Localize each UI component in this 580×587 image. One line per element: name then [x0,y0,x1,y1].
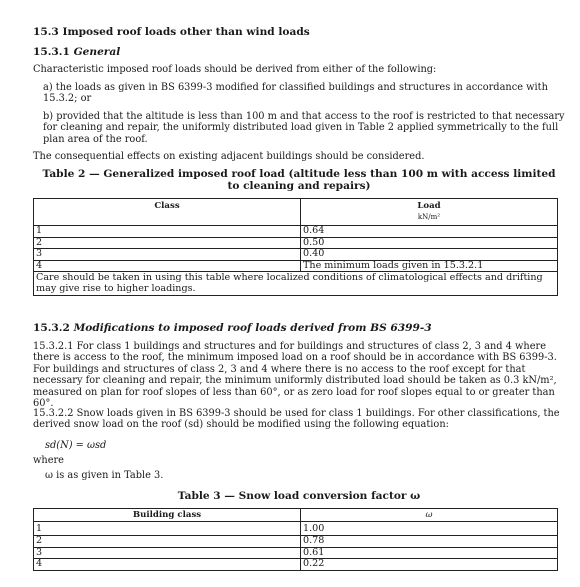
table-row [34,522,558,536]
subsection-title: Modifications to imposed roof loads derived from BS 6399-3 [73,322,432,334]
table-row [34,536,558,548]
table-row [34,260,558,272]
cell-class: 4 [34,260,301,272]
where-definition: ω is as given in Table 3. [45,470,164,481]
subsection-number: 15.3.1 [33,46,70,58]
cell-class: 2 [34,536,301,548]
table-header-row [34,199,558,226]
table3 [33,508,558,571]
cell-class: 1 [34,522,301,536]
cell-omega: 1.00 [301,522,558,536]
header-building-class: Building class [34,509,301,522]
table3-caption: Table 3 — Snow load conversion factor ω [177,490,421,502]
subsection-general-heading [33,46,120,58]
table-row [34,547,558,559]
header-load: Load kN/m² [301,199,558,226]
header-class: Class [34,199,301,226]
table-row [34,249,558,261]
header-unit: kN/m² [417,213,441,221]
paragraph-15-3-2-2: 15.3.2.2 Snow loads given in BS 6399-3 should be used for class 1 buildings. For other classifications, the derived snow load on the roof (sd) should be modified using the following equation: [33,408,560,431]
section-title: 15.3 Imposed roof loads other than wind loads [33,26,310,38]
table-row [34,559,558,571]
cell-class: 2 [34,237,301,249]
table-row [34,226,558,238]
cell-load: 0.50 [301,237,558,249]
intro-paragraph: Characteristic imposed roof loads should be derived from either of the following: [33,64,437,75]
list-item-a: a) the loads as given in BS 6399-3 modified for classified buildings and structures in accordance with 15.3.2; or [43,82,548,105]
table2 [33,198,558,296]
cell-class: 4 [34,559,301,571]
cell-omega: 0.61 [301,547,558,559]
cell-class: 3 [34,249,301,261]
subsection-title: General [73,46,121,58]
cell-load: 0.40 [301,249,558,261]
cell-omega: 0.78 [301,536,558,548]
header-omega: ω [301,509,558,522]
table2-note: Care should be taken in using this table where localized conditions of climatological effects and drifting may give rise to higher loadings. [34,272,558,296]
table-row [34,237,558,249]
table2-caption: Table 2 — Generalized imposed roof load (altitude less than 100 m with access limited to cleaning and repairs) [42,168,556,192]
table-header-row [34,509,558,522]
table-note-row [34,272,558,296]
where-label: where [33,455,64,466]
cell-omega: 0.22 [301,559,558,571]
subsection-number: 15.3.2 [33,322,70,334]
subsection-modifications-heading [33,322,432,334]
paragraph-15-3-2-1: 15.3.2.1 For class 1 buildings and structures and for buildings and structures of class 2, 3 and 4 where there is access to the roof, the minimum imposed load on a roof should be in accordance with BS 6399-3. For buildings and structures of class 2, 3 and 4 where there is no access to the roof except for that necessary for cleaning and repair, the minimum uniformly distributed load should be taken as 0.3 kN/m², measured on plan for roof slopes of less than 60°, or as zero load for roof slopes equal to or greater than 60°. [33,341,557,410]
consequential-note: The consequential effects on existing adjacent buildings should be considered. [33,151,425,162]
cell-load: The minimum loads given in 15.3.2.1 [301,260,558,272]
cell-load: 0.64 [301,226,558,238]
snow-load-equation: sd(N) = ωsd [45,440,107,451]
list-item-b: b) provided that the altitude is less than 100 m and that access to the roof is restricted to that necessary for cleaning and repair, the uniformly distributed load given in Table 2 applied symmetrically to the full plan area of the roof. [43,111,565,145]
cell-class: 1 [34,226,301,238]
cell-class: 3 [34,547,301,559]
